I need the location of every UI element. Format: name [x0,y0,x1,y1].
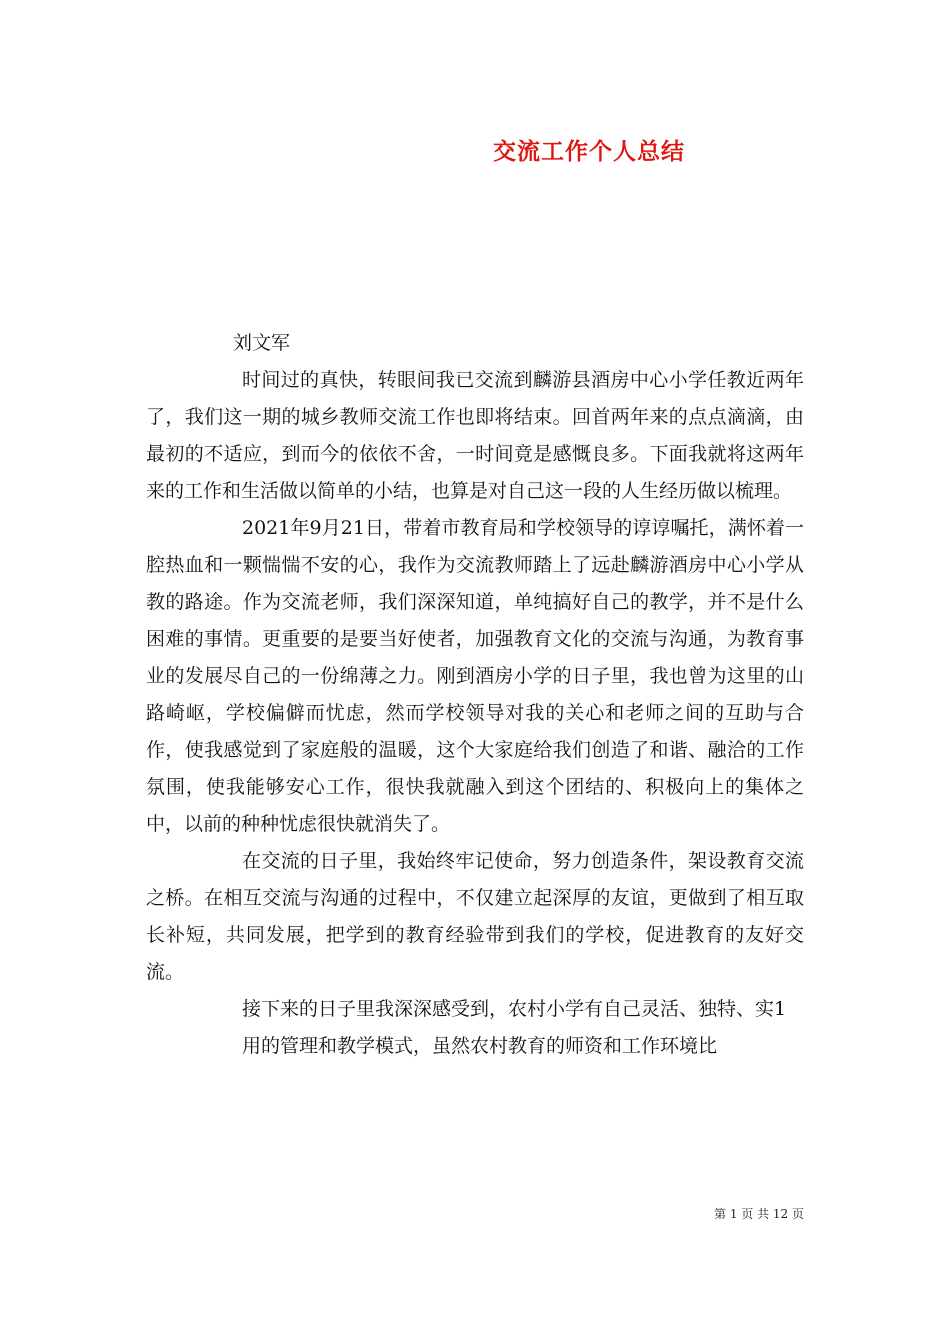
paragraph: 用的管理和教学模式，虽然农村教育的师资和工作环境比 [242,1035,718,1057]
paragraph: 2021年9月21日，带着市教育局和学校领导的谆谆嘱托，满怀着一腔热血和一颗惴惴不安的心，我作为交流教师踏上了远赴麟游酒房中心小学从教的路途。作为交流老师，我们深深知道，单纯搞好自己的教学，并不是什么困难的事情。更重要的是要当好使者，加强教育文化的交流与沟通，为教育事业的发展尽自己的一份绵薄之力。刚到酒房小学的日子里，我也曾为这里的山路崎岖，学校偏僻而忧虑，然而学校领导对我的关心和老师之间的互助与合作，使我感觉到了家庭般的温暖，这个大家庭给我们创造了和谐、融洽的工作氛围，使我能够安心工作，很快我就融入到这个团结的、积极向上的集体之中，以前的种种忧虑很快就消失了。 [146,517,804,835]
paragraph: 在交流的日子里，我始终牢记使命，努力创造条件，架设教育交流之桥。在相互交流与沟通的过程中，不仅建立起深厚的友谊，更做到了相互取长补短，共同发展，把学到的教育经验带到我们的学校，促进教育的友好交流。 [146,850,804,983]
page-number-footer: 第 1 页 共 12 页 [714,1207,804,1221]
paragraph: 时间过的真快，转眼间我已交流到麟游县酒房中心小学任教近两年了，我们这一期的城乡教师交流工作也即将结束。回首两年来的点点滴滴，由最初的不适应，到而今的依依不舍，一时间竟是感慨良多。下面我就将这两年来的工作和生活做以简单的小结，也算是对自己这一段的人生经历做以梳理。 [146,369,804,502]
document-body [146,362,804,1065]
document-title: 交流工作个人总结 [493,138,685,165]
paragraph: 接下来的日子里我深深感受到，农村小学有自己灵活、独特、实1 [242,998,787,1020]
author-name: 刘文军 [233,332,291,354]
